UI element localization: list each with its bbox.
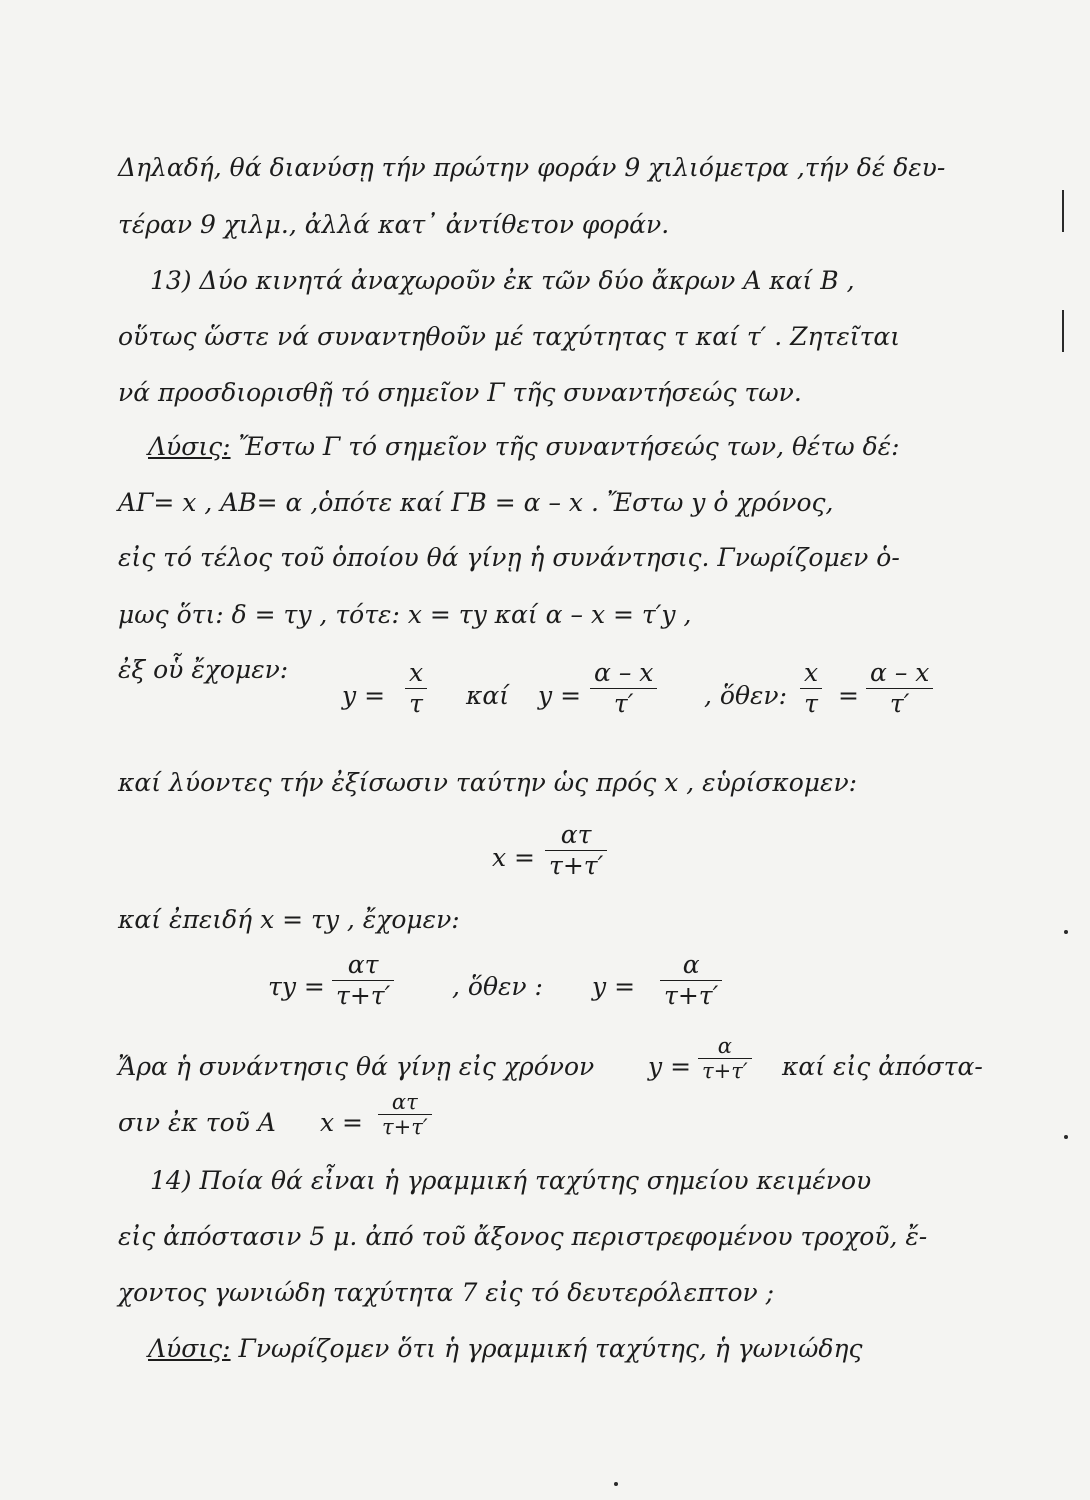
scan-edge-mark	[1062, 190, 1064, 232]
text-line: καί λύοντες τήν ἐξίσωσιν ταύτην ὡς πρός x , εὑρίσκομεν:	[118, 768, 858, 797]
denominator: τ+τ′	[549, 851, 604, 880]
numerator: ατ	[391, 1090, 418, 1114]
numerator: x	[409, 658, 424, 687]
text-line: ἐξ οὗ ἔχομεν:	[118, 655, 289, 684]
scan-edge-mark	[1062, 310, 1064, 352]
text-line: οὕτως ὥστε νά συναντηθοῦν μέ ταχύτητας τ καί τ′ . Ζητεῖται	[118, 322, 901, 351]
numerator: α	[682, 950, 700, 979]
solution-line	[148, 1334, 862, 1364]
text-line: νά προσδιορισθῇ τό σημεῖον Γ τῆς συναντήσεώς των.	[118, 378, 802, 407]
solution-text: Ἔστω Γ τό σημεῖον τῆς συναντήσεώς των, θέτω δέ:	[230, 432, 900, 461]
text-line: σιν ἐκ τοῦ A	[118, 1108, 276, 1137]
solution-line	[148, 432, 900, 462]
text-line: τέραν 9 χιλμ., ἀλλά κατ᾽ ἀντίθετον φοράν.	[118, 210, 670, 239]
math-text: y =	[342, 681, 386, 710]
denominator: τ+τ′	[382, 1115, 428, 1139]
fraction	[405, 658, 427, 719]
scan-dot	[614, 1482, 618, 1486]
solution-label: Λύσις:	[148, 432, 231, 461]
denominator: τ+τ′	[702, 1059, 748, 1083]
denominator: τ+τ′	[336, 981, 391, 1010]
math-text: x =	[492, 843, 535, 872]
denominator: τ	[804, 689, 818, 718]
math-text: y =	[648, 1052, 692, 1081]
fraction	[590, 658, 657, 719]
math-text: y =	[592, 972, 636, 1001]
solution-text: Γνωρίζομεν ὅτι ἡ γραμμική ταχύτης, ἡ γωνιώδης	[230, 1334, 863, 1363]
fraction	[660, 950, 722, 1011]
text-line: χοντος γωνιώδη ταχύτητα 7 εἰς τό δευτερόλεπτον ;	[118, 1278, 775, 1307]
text-line: Δηλαδή, θά διανύσῃ τήν πρώτην φοράν 9 χιλιόμετρα ,τήν δέ δευ-	[118, 153, 946, 182]
text-line: μως ὅτι: δ = τy , τότε: x = τy καί α – x = τ′y ,	[118, 600, 692, 629]
scan-dot	[1064, 1135, 1068, 1139]
numerator: ατ	[347, 950, 379, 979]
problem-13-heading: 13) Δύο κινητά ἀναχωροῦν ἐκ τῶν δύο ἄκρων A καί B ,	[150, 266, 855, 295]
fraction	[332, 950, 394, 1011]
fraction	[545, 820, 607, 881]
problem-14-heading: 14) Ποία θά εἶναι ἡ γραμμική ταχύτης σημείου κειμένου	[150, 1166, 872, 1195]
numerator: α	[717, 1034, 732, 1058]
math-text: y =	[538, 681, 582, 710]
text-line: καί εἰς ἀπόστα-	[782, 1052, 983, 1081]
numerator: ατ	[560, 820, 592, 849]
text-line: καί ἐπειδή x = τy , ἔχομεν:	[118, 905, 460, 934]
fraction	[800, 658, 822, 719]
text-line: Ἄρα ἡ συνάντησις θά γίνῃ εἰς χρόνον	[118, 1052, 595, 1081]
math-text: καί	[466, 681, 510, 710]
scan-dot	[1064, 930, 1068, 934]
text-line: εἰς τό τέλος τοῦ ὁποίου θά γίνῃ ἡ συνάντησις. Γνωρίζομεν ὁ-	[118, 543, 900, 572]
text-line: ΑΓ= x , ΑΒ= α ,ὁπότε καί ΓΒ = α – x . Ἔστω y ὁ χρόνος,	[118, 488, 834, 517]
math-text: , ὅθεν :	[452, 972, 543, 1001]
math-text: , ὅθεν:	[704, 681, 788, 710]
denominator: τ	[409, 689, 423, 718]
fraction	[378, 1090, 432, 1139]
numerator: α – x	[870, 658, 930, 687]
numerator: x	[804, 658, 819, 687]
fraction	[698, 1034, 752, 1083]
math-text: x =	[320, 1108, 363, 1137]
math-text: τy =	[268, 972, 325, 1001]
denominator: τ′	[613, 689, 634, 718]
fraction	[866, 658, 933, 719]
solution-label: Λύσις:	[148, 1334, 231, 1363]
denominator: τ+τ′	[664, 981, 719, 1010]
denominator: τ′	[889, 689, 910, 718]
math-text: =	[838, 681, 859, 710]
numerator: α – x	[594, 658, 654, 687]
text-line: εἰς ἀπόστασιν 5 μ. ἀπό τοῦ ἄξονος περιστρεφομένου τροχοῦ, ἔ-	[118, 1222, 928, 1251]
